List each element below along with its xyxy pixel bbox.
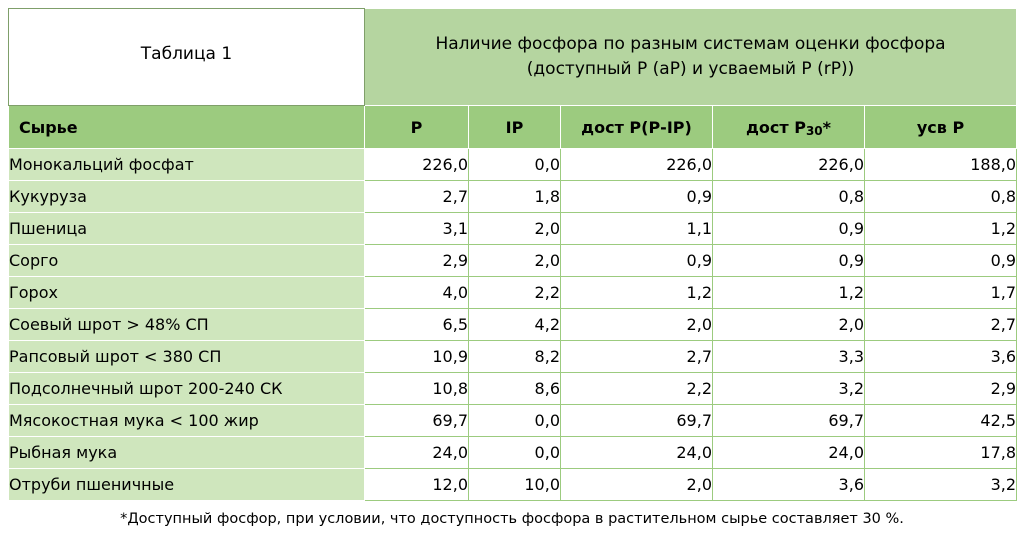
row-name: Соевый шрот > 48% СП	[9, 309, 365, 341]
table-row	[9, 437, 1017, 469]
table-row	[9, 469, 1017, 501]
table-banner-title	[365, 9, 1017, 106]
cell-usv-p: 1,7	[865, 277, 1017, 309]
cell-p: 6,5	[365, 309, 469, 341]
table-row	[9, 181, 1017, 213]
cell-ip: 1,8	[469, 181, 561, 213]
cell-usv-p: 0,9	[865, 245, 1017, 277]
cell-p: 2,7	[365, 181, 469, 213]
cell-dost-p30: 69,7	[713, 405, 865, 437]
cell-usv-p: 42,5	[865, 405, 1017, 437]
row-name: Пшеница	[9, 213, 365, 245]
cell-dost-p30: 3,2	[713, 373, 865, 405]
table-title-row	[9, 9, 1017, 106]
row-name: Горох	[9, 277, 365, 309]
cell-usv-p: 188,0	[865, 149, 1017, 181]
cell-p: 12,0	[365, 469, 469, 501]
banner-line-2: (доступный Р (aP) и усваемый Р (rP))	[526, 59, 855, 79]
dost-p30-subscript: 30	[805, 123, 823, 138]
cell-ip: 8,6	[469, 373, 561, 405]
table-row	[9, 213, 1017, 245]
dost-p30-asterisk: *	[822, 117, 832, 137]
cell-ip: 8,2	[469, 341, 561, 373]
cell-dost-p-ip: 69,7	[561, 405, 713, 437]
cell-ip: 10,0	[469, 469, 561, 501]
cell-usv-p: 2,9	[865, 373, 1017, 405]
cell-usv-p: 1,2	[865, 213, 1017, 245]
table-row	[9, 245, 1017, 277]
cell-p: 24,0	[365, 437, 469, 469]
cell-p: 10,8	[365, 373, 469, 405]
cell-dost-p30: 3,6	[713, 469, 865, 501]
row-name: Подсолнечный шрот 200-240 СК	[9, 373, 365, 405]
table-row	[9, 309, 1017, 341]
cell-ip: 2,2	[469, 277, 561, 309]
cell-ip: 2,0	[469, 245, 561, 277]
cell-dost-p30: 2,0	[713, 309, 865, 341]
cell-ip: 0,0	[469, 149, 561, 181]
cell-usv-p: 3,2	[865, 469, 1017, 501]
cell-p: 2,9	[365, 245, 469, 277]
cell-dost-p30: 24,0	[713, 437, 865, 469]
cell-dost-p-ip: 2,0	[561, 309, 713, 341]
banner-line-1: Наличие фосфора по разным системам оценки фосфора	[435, 34, 946, 55]
cell-p: 69,7	[365, 405, 469, 437]
cell-usv-p: 2,7	[865, 309, 1017, 341]
cell-dost-p-ip: 2,0	[561, 469, 713, 501]
row-name: Рыбная мука	[9, 437, 365, 469]
table-number-text: Таблица 1	[140, 44, 233, 64]
column-header-name: Сырье	[9, 106, 365, 149]
table-body	[9, 9, 1017, 501]
cell-p: 10,9	[365, 341, 469, 373]
cell-ip: 0,0	[469, 437, 561, 469]
cell-dost-p30: 3,3	[713, 341, 865, 373]
row-name: Мясокостная мука < 100 жир	[9, 405, 365, 437]
phosphorus-table	[8, 8, 1017, 501]
column-header-dost-p30	[713, 106, 865, 149]
cell-dost-p-ip: 0,9	[561, 181, 713, 213]
column-header-usv-p: усв Р	[865, 106, 1017, 149]
cell-usv-p: 3,6	[865, 341, 1017, 373]
cell-dost-p-ip: 1,1	[561, 213, 713, 245]
cell-dost-p30: 0,9	[713, 245, 865, 277]
cell-dost-p-ip: 2,7	[561, 341, 713, 373]
cell-usv-p: 17,8	[865, 437, 1017, 469]
cell-ip: 0,0	[469, 405, 561, 437]
cell-dost-p-ip: 2,2	[561, 373, 713, 405]
cell-dost-p30: 0,9	[713, 213, 865, 245]
column-header-p: Р	[365, 106, 469, 149]
dost-p30-base: дост Р	[745, 117, 806, 137]
cell-p: 3,1	[365, 213, 469, 245]
cell-dost-p30: 1,2	[713, 277, 865, 309]
cell-ip: 4,2	[469, 309, 561, 341]
table-row	[9, 149, 1017, 181]
table-row	[9, 277, 1017, 309]
table-number-label	[9, 9, 365, 106]
cell-dost-p-ip: 0,9	[561, 245, 713, 277]
table-row	[9, 405, 1017, 437]
column-header-ip: IP	[469, 106, 561, 149]
row-name: Кукуруза	[9, 181, 365, 213]
cell-ip: 2,0	[469, 213, 561, 245]
cell-dost-p30: 226,0	[713, 149, 865, 181]
row-name: Рапсовый шрот < 380 СП	[9, 341, 365, 373]
column-header-dost-p-ip: дост Р(Р-IP)	[561, 106, 713, 149]
row-name: Монокальций фосфат	[9, 149, 365, 181]
cell-p: 226,0	[365, 149, 469, 181]
cell-dost-p-ip: 226,0	[561, 149, 713, 181]
table-row	[9, 373, 1017, 405]
cell-dost-p30: 0,8	[713, 181, 865, 213]
cell-dost-p-ip: 24,0	[561, 437, 713, 469]
row-name: Сорго	[9, 245, 365, 277]
cell-usv-p: 0,8	[865, 181, 1017, 213]
table-header-row	[9, 106, 1017, 149]
table-row	[9, 341, 1017, 373]
table-footnote: *Доступный фосфор, при условии, что доступность фосфора в растительном сырье составляет 30 %.	[120, 511, 904, 527]
row-name: Отруби пшеничные	[9, 469, 365, 501]
cell-dost-p-ip: 1,2	[561, 277, 713, 309]
cell-p: 4,0	[365, 277, 469, 309]
